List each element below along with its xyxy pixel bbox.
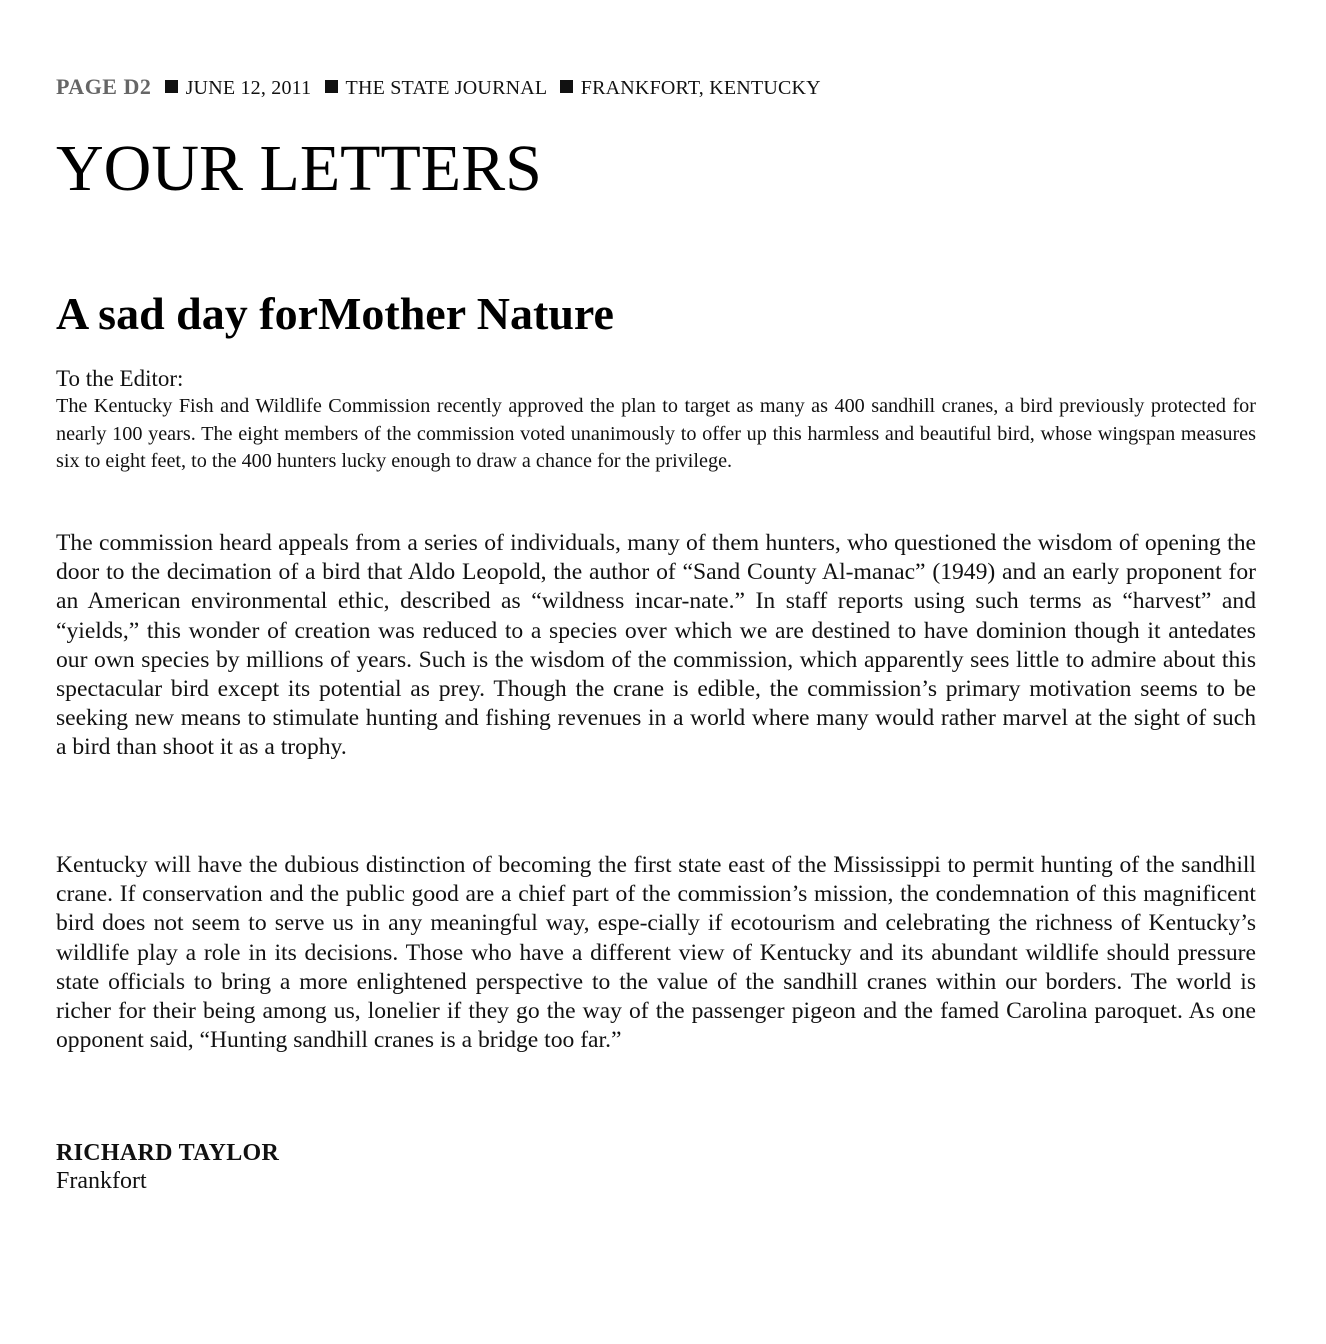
publication-date: JUNE 12, 2011 [185,77,312,99]
publication-location: FRANKFORT, KENTUCKY [580,77,821,99]
letter-signature [56,1139,279,1195]
letter-paragraph: The Kentucky Fish and Wildlife Commission recently approved the plan to target as many as 400 sandhill cranes, a bird previously protected for nearly 100 years. The eight members of the commission voted unanimously to offer up this harmless and beautiful bird, whose wingspan measures six to eight feet, to the 400 hunters lucky enough to draw a chance for the privilege. [56,395,1256,472]
author-name: RICHARD TAYLOR [56,1140,280,1166]
separator-square-icon [325,80,338,93]
author-city: Frankfort [56,1168,147,1194]
section-title: YOUR LETTERS [56,132,542,205]
page-number: PAGE D2 [56,74,152,99]
separator-square-icon [165,80,178,93]
letter-paragraph: Kentucky will have the dubious distinction of becoming the first state east of the Mississippi to permit hunting of the sandhill crane. If conservation and the public good are a chief part of the commission’s mission, the condemnation of this magnificent bird does not seem to serve us in any meaningful way, espe-cially if ecotourism and celebrating the richness of Kentucky’s wildlife play a role in its decisions. Those who have a different view of Kentucky and its abundant wildlife should pressure state officials to bring a more enlightened perspective to the value of the sandhill cranes within our borders. The world is richer for their being among us, lonelier if they go the way of the passenger pigeon and the famed Carolina paroquet. As one opponent said, “Hunting sandhill cranes is a bridge too far.” [56,852,1256,1054]
letter-salutation: To the Editor: [56,366,184,391]
publication-name: THE STATE JOURNAL [345,77,547,99]
letter-headline: A sad day forMother Nature [56,288,614,339]
letter-paragraph: The commission heard appeals from a series of individuals, many of them hunters, who questioned the wisdom of opening the door to the decimation of a bird that Aldo Leopold, the author of “Sand County Al-manac” (1949) and an early proponent for an American environmental ethic, described as “wildness incar-nate.” In staff reports using such terms as “harvest” and “yields,” this wonder of creation was reduced to a species over which we are destined to have dominion though it antedates our own species by millions of years. Such is the wisdom of the commission, which apparently sees little to admire about this spectacular bird except its potential as prey. Though the crane is edible, the commission’s primary motivation seems to be seeking new means to stimulate hunting and fishing revenues in a world where many would rather marvel at the sight of such a bird than shoot it as a trophy. [56,530,1256,761]
dateline [56,74,821,100]
separator-square-icon [560,80,573,93]
